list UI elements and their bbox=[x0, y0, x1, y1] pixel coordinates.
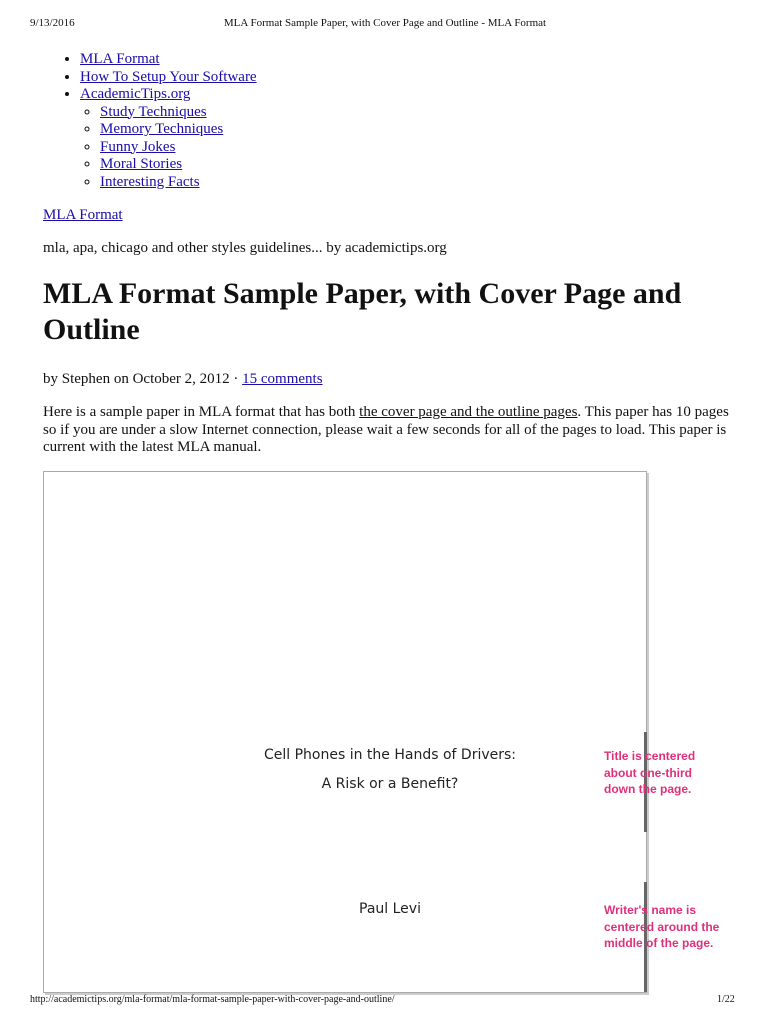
print-page-number: 1/22 bbox=[717, 994, 735, 1005]
site-title-link[interactable]: MLA Format bbox=[43, 207, 123, 223]
article-title: MLA Format Sample Paper, with Cover Page and Outline bbox=[43, 277, 682, 346]
nav-subitem bbox=[100, 139, 257, 157]
article-byline bbox=[43, 371, 323, 388]
byline-text: by Stephen on October 2, 2012 · bbox=[43, 371, 243, 387]
nav-subitem bbox=[100, 156, 257, 174]
sample-paper-image bbox=[43, 471, 720, 993]
paper-author: Paul Levi bbox=[359, 901, 421, 917]
nav-link-interesting-facts[interactable]: Interesting Facts bbox=[100, 173, 200, 190]
paper-title-line2: A Risk or a Benefit? bbox=[321, 776, 459, 792]
nav-subitem bbox=[100, 104, 257, 122]
annotation-author-note: Writer's name is centered around the middle of the page. bbox=[604, 903, 720, 950]
nav-item bbox=[80, 51, 257, 69]
nav-link-academictips[interactable]: AcademicTips.org bbox=[80, 86, 191, 102]
nav-menu bbox=[62, 51, 257, 191]
nav-item bbox=[80, 86, 257, 191]
print-page-title: MLA Format Sample Paper, with Cover Page and Outline - MLA Format bbox=[223, 17, 547, 29]
print-url: http://academictips.org/mla-format/mla-format-sample-paper-with-cover-page-and-outline/ bbox=[30, 994, 395, 1005]
intro-text-end: . This paper has 10 pages so if you are under a slow Internet connection, please wait a few seconds for all of the pages to load. This paper is current with the latest MLA manual. bbox=[43, 404, 729, 455]
nav-link-study-techniques[interactable]: Study Techniques bbox=[100, 103, 207, 120]
article-intro bbox=[43, 404, 733, 457]
intro-text-start: Here is a sample paper in MLA format that has both bbox=[43, 404, 360, 420]
nav-subitem bbox=[100, 121, 257, 139]
nav-link-moral-stories[interactable]: Moral Stories bbox=[100, 156, 183, 172]
nav-subitem bbox=[100, 174, 257, 192]
nav-link-mla-format[interactable]: MLA Format bbox=[80, 51, 160, 67]
nav-link-funny-jokes[interactable]: Funny Jokes bbox=[100, 138, 176, 155]
site-tagline: mla, apa, chicago and other styles guidelines... by academictips.org bbox=[43, 240, 447, 256]
nav-item bbox=[80, 69, 257, 87]
paper-title-line1: Cell Phones in the Hands of Drivers: bbox=[263, 747, 516, 763]
nav-submenu bbox=[80, 104, 257, 192]
print-date: 9/13/2016 bbox=[30, 17, 75, 29]
annotation-title-note: Title is centered about one-third down the page. bbox=[604, 749, 696, 796]
nav-link-memory-techniques[interactable]: Memory Techniques bbox=[100, 121, 224, 137]
nav-link-setup-software[interactable]: How To Setup Your Software bbox=[80, 68, 257, 85]
cover-outline-link[interactable]: the cover page and the outline pages bbox=[359, 404, 578, 420]
comments-link[interactable]: 15 comments bbox=[242, 371, 323, 387]
